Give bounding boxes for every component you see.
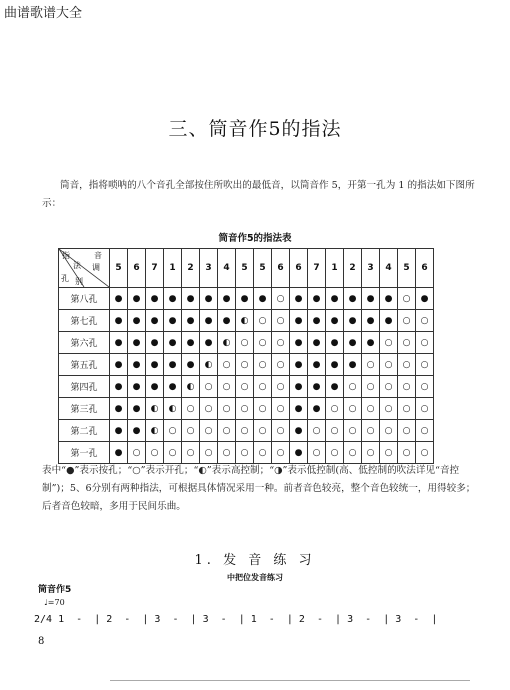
fingering-cell: ● — [128, 354, 146, 376]
fingering-cell: ○ — [398, 376, 416, 398]
fingering-cell: ● — [380, 288, 398, 310]
table-row — [59, 354, 434, 376]
fingering-cell: ○ — [146, 442, 164, 464]
fingering-cell: ● — [380, 310, 398, 332]
tempo-mark: ♩=70 — [44, 598, 65, 607]
fingering-cell: ● — [326, 332, 344, 354]
note-header: 1 — [326, 249, 344, 288]
fingering-cell: ● — [110, 442, 128, 464]
fingering-cell: ● — [290, 310, 308, 332]
fingering-cell: ◐ — [200, 354, 218, 376]
fingering-cell: ○ — [380, 354, 398, 376]
fingering-cell: ● — [290, 376, 308, 398]
fingering-cell: ● — [290, 442, 308, 464]
fingering-cell: ○ — [380, 442, 398, 464]
hole-label: 第六孔 — [59, 332, 110, 354]
fingering-cell: ○ — [398, 354, 416, 376]
note-header: 6 — [290, 249, 308, 288]
fingering-cell: ○ — [236, 332, 254, 354]
fingering-cell: ○ — [236, 376, 254, 398]
fingering-cell: ● — [182, 332, 200, 354]
fingering-cell: ○ — [362, 354, 380, 376]
fingering-cell: ○ — [236, 442, 254, 464]
fingering-cell: ○ — [344, 398, 362, 420]
fingering-cell: ○ — [398, 332, 416, 354]
page-number: 8 — [38, 636, 45, 647]
table-row — [59, 332, 434, 354]
fingering-cell: ○ — [416, 310, 434, 332]
fingering-cell: ● — [128, 310, 146, 332]
fingering-cell: ● — [146, 376, 164, 398]
hole-label: 第四孔 — [59, 376, 110, 398]
fingering-cell: ○ — [200, 442, 218, 464]
fingering-cell: ○ — [362, 420, 380, 442]
fingering-cell: ○ — [164, 420, 182, 442]
table-row — [59, 288, 434, 310]
fingering-cell: ● — [326, 288, 344, 310]
fingering-cell: ○ — [254, 354, 272, 376]
fingering-cell: ● — [290, 288, 308, 310]
fingering-cell: ● — [110, 354, 128, 376]
note-header: 1 — [164, 249, 182, 288]
fingering-cell: ● — [344, 310, 362, 332]
fingering-cell: ● — [308, 332, 326, 354]
fingering-cell: ● — [200, 288, 218, 310]
table-row — [59, 376, 434, 398]
fingering-cell: ○ — [344, 442, 362, 464]
site-title: 曲谱歌谱大全 — [4, 6, 83, 21]
fingering-cell: ● — [362, 288, 380, 310]
fingering-cell: ● — [110, 376, 128, 398]
fingering-cell: ○ — [398, 420, 416, 442]
fingering-cell: ○ — [398, 398, 416, 420]
hole-label: 第五孔 — [59, 354, 110, 376]
fingering-cell: ● — [164, 288, 182, 310]
fingering-cell: ● — [146, 354, 164, 376]
fingering-cell: ○ — [200, 398, 218, 420]
table-header-row — [59, 249, 434, 288]
fingering-cell: ○ — [362, 376, 380, 398]
fingering-cell: ● — [128, 398, 146, 420]
fingering-cell: ○ — [272, 420, 290, 442]
fingering-cell: ○ — [236, 398, 254, 420]
fingering-cell: ○ — [218, 420, 236, 442]
note-header: 4 — [218, 249, 236, 288]
fingering-cell: ○ — [398, 288, 416, 310]
hole-label: 第三孔 — [59, 398, 110, 420]
fingering-cell: ○ — [326, 420, 344, 442]
fingering-cell: ● — [362, 310, 380, 332]
fingering-cell: ○ — [308, 442, 326, 464]
fingering-cell: ○ — [236, 420, 254, 442]
fingering-cell: ● — [326, 376, 344, 398]
note-header: 3 — [362, 249, 380, 288]
fingering-cell: ● — [200, 310, 218, 332]
fingering-cell: ○ — [254, 442, 272, 464]
fingering-cell: ● — [110, 288, 128, 310]
fingering-cell: ○ — [218, 398, 236, 420]
table-row — [59, 442, 434, 464]
fingering-cell: ○ — [200, 420, 218, 442]
fingering-cell: ● — [326, 310, 344, 332]
note-header: 2 — [182, 249, 200, 288]
fingering-cell: ○ — [416, 442, 434, 464]
fingering-cell: ○ — [254, 310, 272, 332]
hole-label: 第八孔 — [59, 288, 110, 310]
corner-label-fa: 法 — [73, 261, 81, 270]
note-header: 5 — [254, 249, 272, 288]
note-header: 6 — [416, 249, 434, 288]
fingering-cell: ○ — [218, 376, 236, 398]
bottom-rule — [110, 680, 470, 681]
table-caption: 筒音作5的指法表 — [218, 233, 292, 244]
fingering-cell: ◐ — [164, 398, 182, 420]
fingering-cell: ○ — [398, 310, 416, 332]
note-header: 7 — [146, 249, 164, 288]
fingering-cell: ● — [146, 332, 164, 354]
fingering-cell: ○ — [272, 398, 290, 420]
fingering-cell: ● — [290, 332, 308, 354]
fingering-cell: ● — [146, 310, 164, 332]
fingering-cell: ○ — [182, 398, 200, 420]
fingering-cell: ○ — [398, 442, 416, 464]
fingering-cell: ○ — [326, 442, 344, 464]
fingering-cell: ○ — [272, 354, 290, 376]
header-corner — [59, 249, 110, 288]
fingering-cell: ● — [344, 332, 362, 354]
table-row — [59, 420, 434, 442]
fingering-cell: ● — [218, 288, 236, 310]
fingering-cell: ● — [308, 398, 326, 420]
fingering-cell: ● — [182, 288, 200, 310]
note-header: 6 — [128, 249, 146, 288]
fingering-cell: ◐ — [146, 420, 164, 442]
fingering-cell: ● — [290, 420, 308, 442]
exercise-subtitle: 中把位发音练习 — [227, 573, 283, 582]
fingering-cell: ○ — [416, 332, 434, 354]
section-title: 1. 发 音 练 习 — [194, 553, 316, 568]
fingering-cell: ● — [182, 354, 200, 376]
fingering-cell: ○ — [416, 376, 434, 398]
fingering-cell: ○ — [326, 398, 344, 420]
fingering-cell: ○ — [200, 376, 218, 398]
fingering-cell: ● — [182, 310, 200, 332]
fingering-cell: ○ — [380, 376, 398, 398]
fingering-cell: ○ — [272, 310, 290, 332]
hole-label: 第二孔 — [59, 420, 110, 442]
fingering-cell: ● — [344, 288, 362, 310]
fingering-cell: ● — [110, 420, 128, 442]
note-header: 5 — [236, 249, 254, 288]
main-title: 三、筒音作5的指法 — [168, 118, 342, 140]
fingering-cell: ● — [308, 288, 326, 310]
fingering-cell: ● — [128, 288, 146, 310]
fingering-cell: ○ — [362, 398, 380, 420]
corner-label-diao: 调 — [92, 263, 100, 272]
fingering-cell: ◐ — [182, 376, 200, 398]
fingering-cell: ○ — [272, 376, 290, 398]
fingering-cell: ○ — [218, 442, 236, 464]
note-header: 5 — [398, 249, 416, 288]
notation-line: 2/4 1 - | 2 - | 3 - | 3 - | 1 - | 2 - | 3 - | 3 - | — [34, 614, 438, 625]
fingering-cell: ○ — [416, 420, 434, 442]
fingering-cell: ● — [110, 332, 128, 354]
fingering-cell: ● — [164, 376, 182, 398]
fingering-cell: ○ — [182, 442, 200, 464]
hole-label: 第一孔 — [59, 442, 110, 464]
fingering-cell: ○ — [380, 332, 398, 354]
fingering-cell: ● — [164, 354, 182, 376]
fingering-cell: ● — [290, 354, 308, 376]
fingering-cell: ● — [344, 354, 362, 376]
note-header: 4 — [380, 249, 398, 288]
fingering-cell: ○ — [236, 354, 254, 376]
fingering-cell: ● — [128, 332, 146, 354]
fingering-cell: ○ — [344, 420, 362, 442]
fingering-cell: ○ — [218, 354, 236, 376]
fingering-cell: ○ — [380, 398, 398, 420]
fingering-cell: ● — [110, 398, 128, 420]
fingering-cell: ○ — [416, 398, 434, 420]
fingering-cell: ○ — [182, 420, 200, 442]
fingering-cell: ○ — [416, 354, 434, 376]
fingering-cell: ● — [254, 288, 272, 310]
fingering-cell: ○ — [254, 398, 272, 420]
fingering-cell: ● — [146, 288, 164, 310]
fingering-cell: ○ — [380, 420, 398, 442]
fingering-cell: ○ — [254, 420, 272, 442]
note-header: 5 — [110, 249, 128, 288]
fingering-cell: ● — [110, 310, 128, 332]
fingering-cell: ● — [164, 310, 182, 332]
corner-label-kong: 孔 — [61, 274, 69, 283]
key-label: 筒音作5 — [38, 585, 72, 595]
corner-label-yin: 音 — [94, 251, 102, 260]
fingering-cell: ○ — [272, 332, 290, 354]
note-header: 7 — [308, 249, 326, 288]
intro-paragraph: 筒音，指将唢呐的八个音孔全部按住所吹出的最低音，以筒音作 5，开第一孔为 1 的指法如下图所示： — [42, 180, 475, 209]
fingering-cell: ○ — [308, 420, 326, 442]
fingering-cell: ● — [326, 354, 344, 376]
fingering-cell: ◐ — [146, 398, 164, 420]
fingering-cell: ○ — [272, 288, 290, 310]
fingering-cell: ● — [416, 288, 434, 310]
fingering-cell: ● — [200, 332, 218, 354]
note-header: 6 — [272, 249, 290, 288]
fingering-table — [58, 248, 434, 464]
fingering-cell: ○ — [164, 442, 182, 464]
fingering-cell: ● — [128, 420, 146, 442]
fingering-cell: ○ — [128, 442, 146, 464]
corner-label-zhi: 指 — [62, 251, 70, 260]
table-row — [59, 310, 434, 332]
fingering-cell: ○ — [254, 376, 272, 398]
fingering-cell: ○ — [272, 442, 290, 464]
fingering-cell: ● — [218, 310, 236, 332]
fingering-cell: ○ — [362, 442, 380, 464]
legend-paragraph: 表中“●”表示按孔；“○”表示开孔；“◐”表示高控制；“◑”表示低控制(高、低控制的吹法详见“音控制”)；5、6分别有两种指法，可根据具体情况采用一种。前者音色较亮，整个音色较统一，用得较多；后者音色较暗，多用于民间乐曲。 — [42, 465, 476, 512]
hole-label: 第七孔 — [59, 310, 110, 332]
note-header: 2 — [344, 249, 362, 288]
fingering-cell: ◐ — [218, 332, 236, 354]
fingering-cell: ● — [290, 398, 308, 420]
fingering-cell: ● — [362, 332, 380, 354]
fingering-cell: ◐ — [236, 310, 254, 332]
fingering-cell: ● — [308, 354, 326, 376]
table-row — [59, 398, 434, 420]
fingering-cell: ● — [164, 332, 182, 354]
fingering-cell: ● — [308, 376, 326, 398]
fingering-cell: ○ — [344, 376, 362, 398]
fingering-cell: ● — [128, 376, 146, 398]
fingering-cell: ● — [308, 310, 326, 332]
note-header: 3 — [200, 249, 218, 288]
fingering-cell: ○ — [254, 332, 272, 354]
corner-label-bie: 别 — [75, 277, 83, 286]
fingering-cell: ● — [236, 288, 254, 310]
